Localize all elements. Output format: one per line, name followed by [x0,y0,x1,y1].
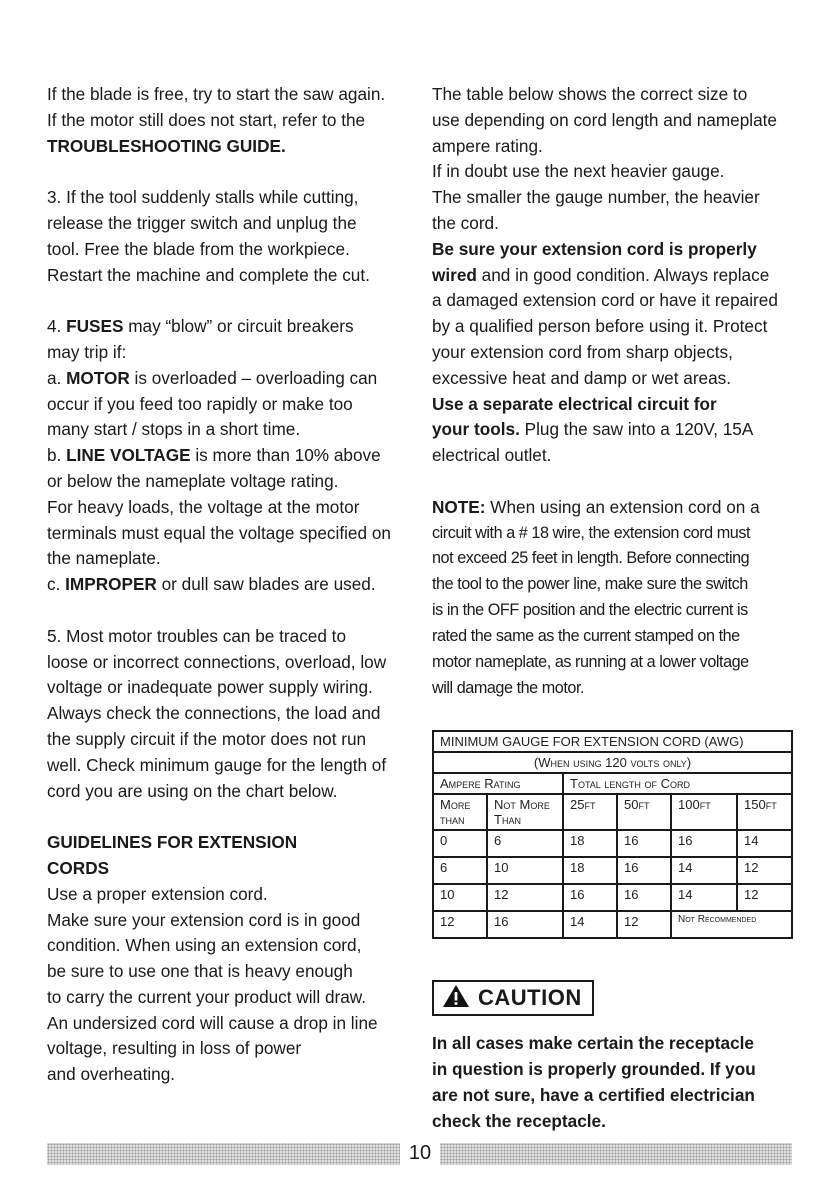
text-line: The table below shows the correct size to [432,84,748,104]
text-line: and overheating. [47,1064,176,1085]
text-line: ampere rating. [432,135,543,156]
text-line: by a qualified person before using it. Protect [432,316,768,337]
text-line: a damaged extension cord or have it repaired [432,290,778,311]
table-row [433,830,792,857]
table-cell: 0 [433,830,487,857]
not-recommended-cell: Not Recommended [671,911,792,938]
text-line: In all cases make certain the receptacle [432,1033,754,1053]
table-row [433,911,792,938]
text-line: the supply circuit if the motor does not run [47,728,367,749]
text-line: tool. Free the blade from the workpiece. [47,238,350,259]
table-cell: 12 [617,911,671,938]
text-line: loose or incorrect connections, overload, low [47,651,387,672]
text-line: many start / stops in a short time. [47,419,301,440]
length-header: 25ft [563,794,617,830]
section-heading: CORDS [47,857,110,878]
table-row [433,884,792,911]
table-title: MINIMUM GAUGE FOR EXTENSION CORD (AWG) [433,731,792,752]
warning-triangle-icon [442,984,470,1013]
text-line: the tool to the power line, make sure the switch [432,575,748,594]
table-cell: 18 [563,857,617,884]
table-cell: 16 [671,830,737,857]
ampere-rating-header: Ampere Rating [433,773,563,794]
table-cell: 10 [433,884,487,911]
footer-pattern-left [47,1143,400,1165]
text-line: well. Check minimum gauge for the length of [47,754,387,775]
length-header: 50ft [617,794,671,830]
left-column [47,82,407,1088]
text-line: the nameplate. [47,548,161,569]
text-line: release the trigger switch and unplug the [47,212,357,233]
not-more-than-header: Not More Than [487,794,563,830]
table-row [433,857,792,884]
text-line: Make sure your extension cord is in good [47,909,361,930]
text-line: electrical outlet. [432,445,552,466]
text-line: Always check the connections, the load and [47,703,381,724]
table-cell: 18 [563,830,617,857]
text-line: excessive heat and damp or wet areas. [432,367,732,388]
table-cell: 16 [617,884,671,911]
text-line: or below the nameplate voltage rating. [47,470,339,491]
text-line: cord you are using on the chart below. [47,780,338,801]
text-line: not exceed 25 feet in length. Before connecting [432,549,750,568]
text-line: the cord. [432,212,499,233]
table-cell: 14 [671,884,737,911]
text-line: check the receptacle. [432,1111,606,1131]
text-line: your tools. Plug the saw into a 120V, 15A [432,419,754,440]
line-voltage-item: b. LINE VOLTAGE is more than 10% above [47,445,381,466]
text-line: are not sure, have a certified electrician [432,1085,755,1105]
text-line: An undersized cord will cause a drop in line [47,1012,378,1033]
table-cell: 16 [617,857,671,884]
text-line: will damage the motor. [432,678,585,697]
text-line: wired and in good condition. Always replace [432,264,770,285]
table-cell: 14 [563,911,617,938]
text-line: occur if you feed too rapidly or make too [47,393,353,414]
bold-warning: Be sure your extension cord is properly [432,238,757,259]
page-number: 10 [408,1142,432,1164]
fuses-item: 4. FUSES may “blow” or circuit breakers [47,316,354,337]
motor-item: a. MOTOR is overloaded – overloading can [47,367,378,388]
text-line: to carry the current your product will draw. [47,986,367,1007]
caution-box [432,980,594,1016]
text-line: terminals must equal the voltage specified on [47,522,391,543]
text-line: use depending on cord length and nameplate [432,109,777,130]
text-line: may trip if: [47,341,127,362]
improper-item: c. IMPROPER or dull saw blades are used. [47,574,376,595]
text-line: If in doubt use the next heavier gauge. [432,161,725,182]
table-cell: 14 [737,830,792,857]
text-line: Restart the machine and complete the cut. [47,264,370,285]
more-than-header: More than [433,794,487,830]
table-cell: 14 [671,857,737,884]
note-line: NOTE: When using an extension cord on a [432,496,760,517]
text-line: The smaller the gauge number, the heavier [432,187,760,208]
text-line: be sure to use one that is heavy enough [47,961,353,982]
table-cell: 12 [737,884,792,911]
extension-cord-gauge-table [432,730,793,939]
table-cell: 16 [563,884,617,911]
bold-warning: Use a separate electrical circuit for [432,393,717,414]
length-header: 150ft [737,794,792,830]
right-column [432,82,798,702]
table-cell: 12 [433,911,487,938]
table-cell: 6 [487,830,563,857]
text-line: 3. If the tool suddenly stalls while cutting, [47,187,359,208]
text-line: For heavy loads, the voltage at the motor [47,496,360,517]
text-line: If the blade is free, try to start the saw again. [47,84,386,104]
caution-text [432,1030,798,1134]
table-cell: 16 [487,911,563,938]
section-heading: GUIDELINES FOR EXTENSION [47,832,298,853]
table-subtitle: (When using 120 volts only) [433,752,792,773]
text-line: your extension cord from sharp objects, [432,341,733,362]
table-cell: 6 [433,857,487,884]
text-line: If the motor still does not start, refer to the [47,109,366,130]
text-line: Use a proper extension cord. [47,883,268,904]
text-line: condition. When using an extension cord, [47,935,362,956]
note-body [432,521,798,702]
text-line: rated the same as the current stamped on the [432,627,740,646]
footer-pattern-right [440,1143,792,1165]
troubleshooting-guide-ref: TROUBLESHOOTING GUIDE. [47,135,286,156]
text-line: in question is properly grounded. If you [432,1059,756,1079]
text-line: 5. Most motor troubles can be traced to [47,625,347,646]
total-length-header: Total length of Cord [563,773,792,794]
table-cell: 16 [617,830,671,857]
length-header: 100ft [671,794,737,830]
caution-label: CAUTION [478,985,582,1010]
table-cell: 12 [737,857,792,884]
text-line: voltage or inadequate power supply wiring. [47,677,373,698]
text-line: circuit with a # 18 wire, the extension cord must [432,523,751,542]
table-cell: 12 [487,884,563,911]
text-line: motor nameplate, as running at a lower voltage [432,653,749,672]
table-cell: 10 [487,857,563,884]
text-line: voltage, resulting in loss of power [47,1038,302,1059]
text-line: is in the OFF position and the electric current is [432,601,748,620]
